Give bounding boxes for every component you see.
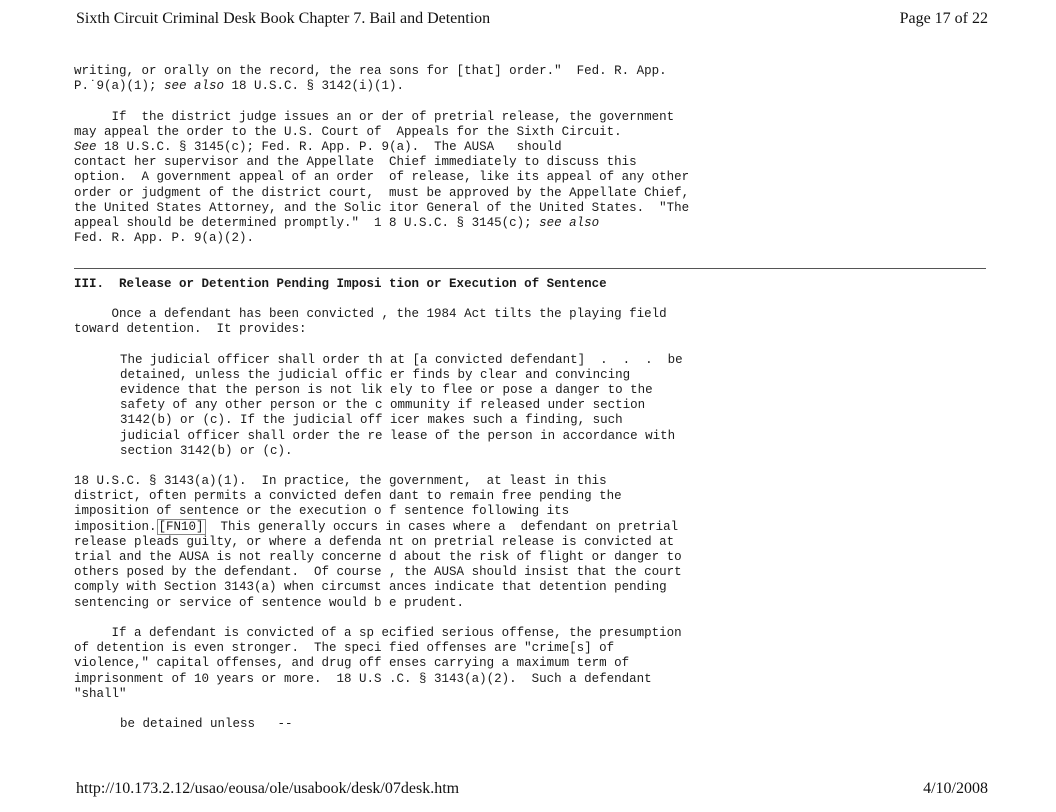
text-line: the United States Attorney, and the Solic itor General of the United States. "The — [74, 200, 690, 215]
page-number: Page 17 of 22 — [899, 10, 988, 27]
quote-line: detained, unless the judicial offic er finds by clear and convincing — [120, 367, 631, 382]
quote-line: safety of any other person or the c ommunity if released under section — [120, 398, 646, 413]
text-line: of detention is even stronger. The speci fied offenses are "crime[s] of — [74, 641, 615, 656]
citation-signal: see also — [164, 79, 225, 94]
text-line: writing, or orally on the record, the rea sons for [that] order." Fed. R. App. — [74, 64, 667, 78]
quote-line: judicial officer shall order the re lease of the person in accordance with — [120, 428, 676, 443]
text-line: If a defendant is convicted of a sp ecified serious offense, the presumption — [74, 625, 682, 640]
footnote-link[interactable]: [FN10] — [158, 519, 204, 534]
text-line: violence," capital offenses, and drug off enses carrying a maximum term of — [74, 656, 630, 671]
quote-line: be detained unless -- — [120, 717, 293, 732]
quote-line: The judicial officer shall order th at [a convicted defendant] . . . be — [120, 352, 683, 367]
quote-line: 3142(b) or (c). If the judicial off icer makes such a finding, such — [120, 413, 623, 428]
document-body — [74, 64, 689, 732]
text-line: Once a defendant has been convicted , the 1984 Act tilts the playing field — [74, 307, 667, 321]
text-line — [74, 216, 689, 231]
text-line: sentencing or service of sentence would b e prudent. — [74, 595, 465, 610]
text-line: "shall" — [74, 686, 127, 701]
text-line: option. A government appeal of an order of release, like its appeal of any other — [74, 170, 690, 185]
text-line: 18 U.S.C. § 3143(a)(1). In practice, the government, at least in this — [74, 474, 607, 489]
text-span: This generally occurs in cases where a defendant on pretrial — [205, 519, 679, 534]
text-line: imprisonment of 10 years or more. 18 U.S .C. § 3143(a)(2). Such a defendant — [74, 671, 652, 686]
text-line — [74, 79, 689, 94]
text-line — [74, 140, 689, 155]
citation-signal: See — [74, 139, 97, 154]
text-span: appeal should be determined promptly." 1 8 U.S.C. § 3145(c); — [74, 215, 540, 230]
text-span: imposition. — [74, 519, 157, 534]
text-line: others posed by the defendant. Of course , the AUSA should insist that the court — [74, 565, 682, 580]
text-line: may appeal the order to the U.S. Court of Appeals for the Sixth Circuit. — [74, 124, 622, 139]
text-line: imposition of sentence or the execution o f sentence following its — [74, 504, 570, 519]
section-heading: III. Release or Detention Pending Imposi tion or Execution of Sentence — [74, 276, 607, 291]
quote-line: section 3142(b) or (c). — [120, 443, 293, 458]
section-divider — [74, 268, 986, 269]
page-url: http://10.173.2.12/usao/eousa/ole/usabook/desk/07desk.htm — [76, 780, 460, 797]
text-line: release pleads guilty, or where a defenda nt on pretrial release is convicted at — [74, 534, 675, 549]
text-span: 18 U.S.C. § 3142(i)(1). — [224, 79, 405, 94]
text-line: contact her supervisor and the Appellate Chief immediately to discuss this — [74, 155, 637, 170]
text-line: order or judgment of the district court, must be approved by the Appellate Chief, — [74, 185, 690, 200]
citation-signal: see also — [539, 215, 600, 230]
text-line: If the district judge issues an or der of pretrial release, the government — [74, 109, 675, 124]
text-line — [74, 520, 689, 535]
text-line: district, often permits a convicted defen dant to remain free pending the — [74, 489, 622, 504]
text-line: comply with Section 3143(a) when circumst ances indicate that detention pending — [74, 580, 667, 595]
text-line: trial and the AUSA is not really concerne d about the risk of flight or danger to — [74, 550, 682, 564]
print-date: 4/10/2008 — [923, 780, 988, 797]
text-span: P.˙9(a)(1); — [74, 79, 165, 94]
text-line: Fed. R. App. P. 9(a)(2). — [74, 231, 255, 246]
quote-line: evidence that the person is not lik ely to flee or pose a danger to the — [120, 382, 653, 397]
text-line: toward detention. It provides: — [74, 322, 307, 337]
text-span: 18 U.S.C. § 3145(c); Fed. R. App. P. 9(a). The AUSA should — [96, 139, 562, 154]
page-header-title: Sixth Circuit Criminal Desk Book Chapter 7. Bail and Detention — [76, 10, 491, 27]
